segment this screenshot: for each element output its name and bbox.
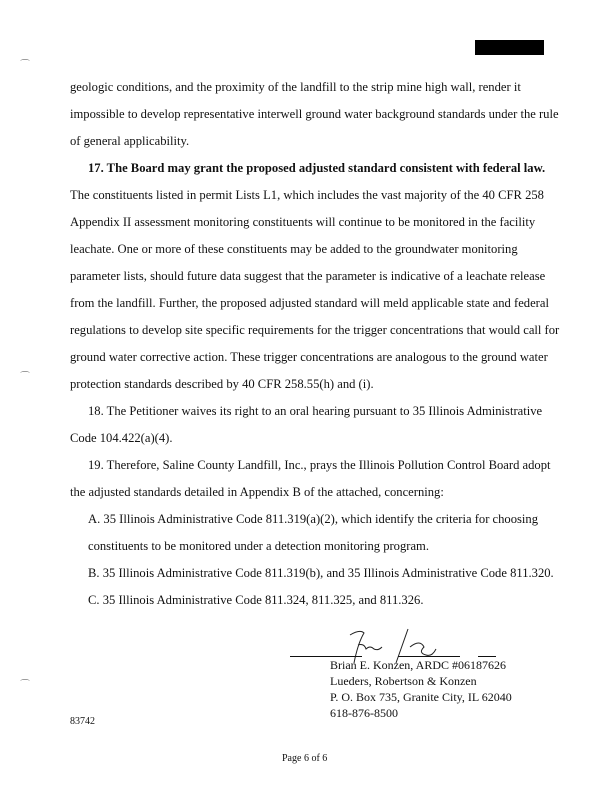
body-line: protection standards described by 40 CFR 258.55(h) and (i). (70, 377, 374, 391)
body-line: leachate. One or more of these constituents may be added to the groundwater monitoring (70, 242, 518, 256)
body-line: from the landfill. Further, the proposed adjusted standard will meld applicable state and federal (70, 296, 549, 310)
body-line: the adjusted standards detailed in Appendix B of the attached, concerning: (70, 485, 444, 499)
body-line: geologic conditions, and the proximity of the landfill to the strip mine high wall, render it (70, 80, 521, 94)
body-line: Code 104.422(a)(4). (70, 431, 173, 445)
list-item-continuation: constituents to be monitored under a detection monitoring program. (88, 539, 430, 553)
scan-mark: ⌒ (20, 372, 30, 383)
scan-mark: ⌒ (20, 680, 30, 691)
signer-phone: 618-876-8500 (330, 706, 398, 720)
list-item: A. 35 Illinois Administrative Code 811.319(a)(2), which identify the criteria for choosing (88, 512, 539, 526)
signer-name: Brian E. Konzen, ARDC #06187626 (330, 658, 506, 672)
signature-line (290, 656, 362, 657)
section-heading: 17. The Board may grant the proposed adjusted standard consistent with federal law. (88, 161, 546, 175)
body-line: regulations to develop site specific requirements for the trigger concentrations that would call for (70, 323, 560, 337)
page-footer: Page 6 of 6 (282, 753, 328, 764)
scan-mark: ⌒ (20, 60, 30, 71)
signature-line (478, 656, 496, 657)
body-line: of general applicability. (70, 134, 190, 148)
body-line: impossible to develop representative interwell ground water background standards under the rule (70, 107, 559, 121)
body-line: 19. Therefore, Saline County Landfill, Inc., prays the Illinois Pollution Control Board adopt (88, 458, 551, 472)
signature-line (398, 656, 460, 657)
list-item: C. 35 Illinois Administrative Code 811.324, 811.325, and 811.326. (88, 593, 424, 607)
body-line: parameter lists, should future data suggest that the parameter is indicative of a leachate release (70, 269, 546, 283)
redaction-box (475, 40, 544, 55)
signer-firm: Lueders, Robertson & Konzen (330, 674, 477, 688)
body-line: ground water corrective action. These trigger concentrations are analogous to the ground water (70, 350, 548, 364)
body-line: 18. The Petitioner waives its right to an oral hearing pursuant to 35 Illinois Administrative (88, 404, 543, 418)
signer-address: P. O. Box 735, Granite City, IL 62040 (330, 690, 512, 704)
document-number: 83742 (70, 716, 95, 727)
body-line: Appendix II assessment monitoring constituents will continue to be monitored in the facility (70, 215, 536, 229)
list-item: B. 35 Illinois Administrative Code 811.319(b), and 35 Illinois Administrative Code 811.320. (88, 566, 554, 580)
body-line: The constituents listed in permit Lists L1, which includes the vast majority of the 40 CFR 258 (70, 188, 544, 202)
